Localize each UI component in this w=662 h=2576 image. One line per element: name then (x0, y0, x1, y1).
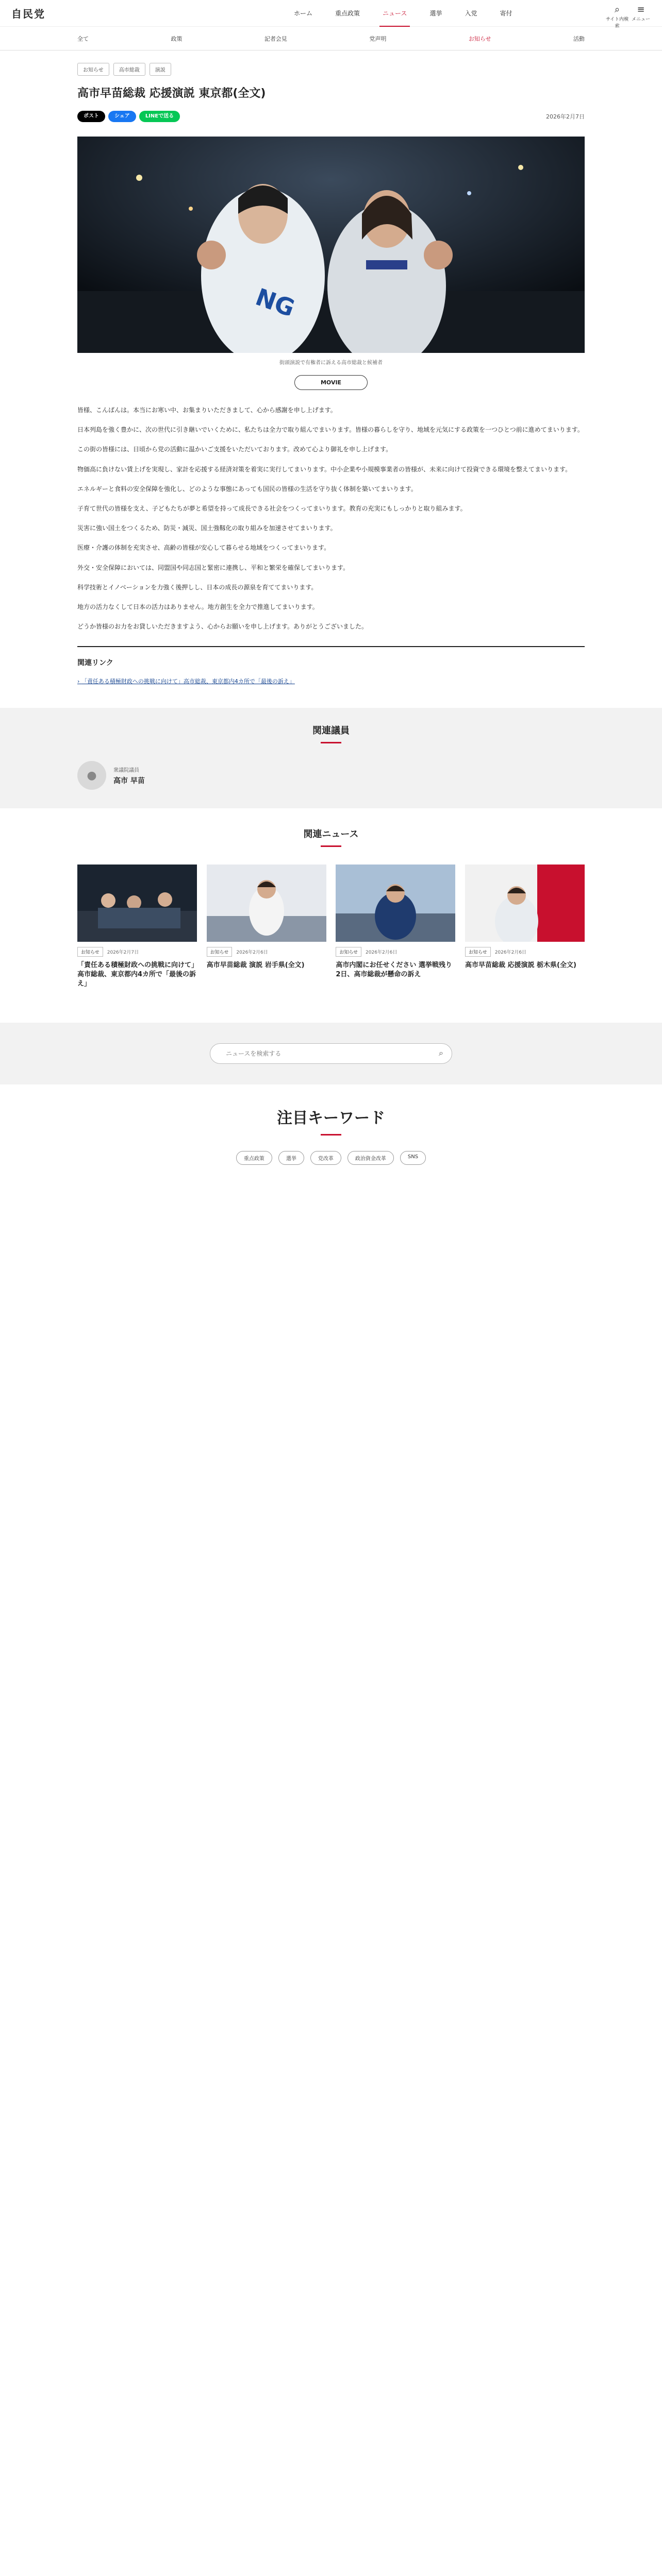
news-date: 2026年2月6日 (236, 950, 268, 956)
nav-election[interactable]: 選挙 (429, 10, 442, 17)
share-line-button[interactable]: LINEで送る (139, 111, 180, 122)
body-paragraph: エネルギーと食料の安全保障を強化し、どのような事態にあっても国民の皆様の生活を守り抜く体制を築いてまいります。 (77, 485, 417, 493)
night-street-photo (77, 137, 585, 353)
body-paragraph: 科学技術とイノベーションを力強く後押しし、日本の成長の源泉を育ててまいります。 (77, 583, 318, 591)
person-icon: ● (87, 769, 97, 782)
body-paragraph: 外交・安全保障においては、同盟国や同志国と緊密に連携し、平和と繁栄を確保してまいります。 (77, 564, 350, 571)
share-facebook-button[interactable]: シェア (108, 111, 136, 122)
keyword-chip[interactable]: SNS (400, 1151, 426, 1165)
body-paragraph: 医療・介護の体制を充実させ、高齢の皆様が安心して暮らせる地域をつくってまいります。 (77, 544, 330, 552)
card-meta (207, 947, 326, 957)
body-paragraph: 物価高に負けない賃上げを実現し、家計を応援する経済対策を着実に実行してまいります。中小企業や小規模事業者の皆様が、未来に向けて投資できる環境を整えてまいります。 (77, 465, 572, 473)
news-title: 高市内閣にお任せください 選挙戦残り2日、高市総裁が懸命の訴え (336, 961, 452, 979)
news-card[interactable] (336, 865, 455, 989)
category-activity[interactable]: 活動 (573, 35, 585, 42)
card-meta (465, 947, 585, 957)
movie-wrap (77, 375, 585, 390)
site-search-button[interactable] (605, 4, 629, 29)
news-date: 2026年2月6日 (366, 950, 398, 956)
related-links-heading: 関連リンク (77, 646, 585, 668)
related-news-section (0, 808, 662, 989)
svg-text:NG: NG (252, 282, 299, 323)
search-icon: ⌕ (614, 4, 620, 15)
avatar (77, 761, 106, 790)
search-label: サイト内検索 (605, 17, 629, 29)
news-thumbnail (336, 865, 455, 942)
article-title: 高市早苗総裁 応援演説 東京都(全文) (77, 87, 266, 100)
news-card[interactable] (77, 865, 197, 989)
nav-policy[interactable]: 重点政策 (335, 10, 360, 17)
main-nav (294, 0, 535, 27)
news-thumbnail (465, 865, 585, 942)
movie-button[interactable]: MOVIE (294, 375, 368, 390)
related-link-text: 「責任ある積極財政への挑戦に向けて」高市総裁、東京都内4カ所で「最後の訴え」 (81, 678, 295, 685)
body-paragraph: 災害に強い国土をつくるため、防災・減災、国土強靱化の取り組みを加速させてまいります。 (77, 524, 337, 532)
news-title: 高市早苗総裁 応援演説 栃木県(全文) (465, 961, 576, 970)
nav-join[interactable]: 入党 (465, 10, 477, 17)
member-card[interactable] (77, 761, 585, 790)
category-all[interactable]: 全て (77, 35, 89, 42)
news-thumbnail (77, 865, 197, 942)
keyword-list (77, 1151, 585, 1165)
related-member-heading: 関連議員 (77, 723, 585, 743)
category-notice[interactable]: お知らせ (468, 35, 491, 42)
menu-label: メニュー (631, 17, 650, 22)
news-card[interactable] (207, 865, 326, 989)
share-buttons (77, 111, 183, 122)
article-meta (77, 111, 585, 122)
menu-icon: ≡ (637, 4, 645, 15)
nav-donate[interactable]: 寄付 (500, 10, 512, 17)
tag[interactable]: 演説 (150, 63, 171, 76)
body-paragraph: 地方の活力なくして日本の活力はありません。地方創生を全力で推進してまいります。 (77, 603, 319, 611)
chevron-right-icon: › (77, 678, 80, 685)
card-meta (77, 947, 197, 957)
news-grid (77, 865, 585, 989)
news-title: 高市早苗総裁 演説 岩手県(全文) (206, 961, 305, 970)
news-search-box (210, 1043, 452, 1064)
body-paragraph: 子育て世代の皆様を支え、子どもたちが夢と希望を持って成長できる社会をつくってまいります。教育の充実にもしっかりと取り組みます。 (77, 505, 467, 513)
member-info (113, 766, 145, 786)
news-search-input[interactable] (226, 1044, 432, 1063)
news-category: お知らせ (336, 947, 361, 957)
keywords-section (0, 1084, 662, 1165)
body-paragraph: 日本列島を強く豊かに、次の世代に引き継いでいくために、私たちは全力で取り組んでまいります。皆様の暮らしを守り、地域を元気にする政策を一つひとつ前に進めてまいります。 (77, 426, 584, 434)
news-category: お知らせ (207, 947, 233, 957)
card-meta (336, 947, 455, 957)
news-card[interactable] (465, 865, 585, 989)
menu-button[interactable] (629, 4, 653, 29)
nav-news[interactable]: ニュース (383, 0, 407, 27)
tag[interactable]: 高市総裁 (113, 63, 145, 76)
related-news-heading: 関連ニュース (77, 827, 585, 847)
site-logo[interactable]: 自民党 (11, 8, 45, 20)
news-category: お知らせ (465, 947, 491, 957)
news-date: 2026年2月7日 (107, 950, 139, 956)
article (0, 63, 662, 632)
photo-caption: 街頭演説で有権者に訴える高市総裁と候補者 (279, 360, 383, 366)
article-photo (77, 137, 585, 353)
category-statement[interactable]: 党声明 (369, 35, 387, 42)
nav-home[interactable]: ホーム (294, 10, 313, 17)
share-x-button[interactable]: ポスト (77, 111, 105, 122)
body-paragraph: どうか皆様のお力をお貸しいただきますよう、心からお願いを申し上げます。ありがとうございました。 (77, 623, 368, 631)
article-tags (77, 63, 585, 76)
news-thumbnail (207, 865, 326, 942)
site-header (0, 0, 662, 27)
keyword-chip[interactable]: 政治資金改革 (347, 1151, 394, 1165)
article-body (77, 405, 585, 632)
related-link[interactable] (77, 677, 585, 685)
keyword-chip[interactable]: 重点政策 (236, 1151, 272, 1165)
news-search-band (0, 1023, 662, 1084)
news-date: 2026年2月6日 (494, 950, 527, 956)
related-member-section (0, 708, 662, 808)
member-name: 高市 早苗 (113, 776, 145, 785)
category-press[interactable]: 記者会見 (264, 35, 287, 42)
keyword-chip[interactable]: 選挙 (278, 1151, 304, 1165)
keyword-chip[interactable]: 党改革 (310, 1151, 341, 1165)
news-category: お知らせ (77, 947, 103, 957)
search-icon[interactable]: ⌕ (439, 1048, 443, 1058)
category-policy[interactable]: 政策 (171, 35, 183, 42)
body-paragraph: 皆様、こんばんは。本当にお寒い中、お集まりいただきまして、心から感謝を申し上げます。 (77, 406, 337, 414)
member-role: 衆議院議員 (113, 767, 139, 773)
news-category-nav (0, 27, 662, 50)
keywords-heading: 注目キーワード (77, 1105, 585, 1136)
news-title: 「責任ある積極財政への挑戦に向けて」高市総裁、東京都内4カ所で「最後の訴え」 (77, 961, 196, 988)
header-utilities (605, 4, 653, 29)
article-date: 2026年2月7日 (546, 113, 585, 120)
tag[interactable]: お知らせ (77, 63, 109, 76)
body-paragraph: この街の皆様には、日頃から党の活動に温かいご支援をいただいております。改めて心より御礼を申し上げます。 (77, 446, 392, 453)
